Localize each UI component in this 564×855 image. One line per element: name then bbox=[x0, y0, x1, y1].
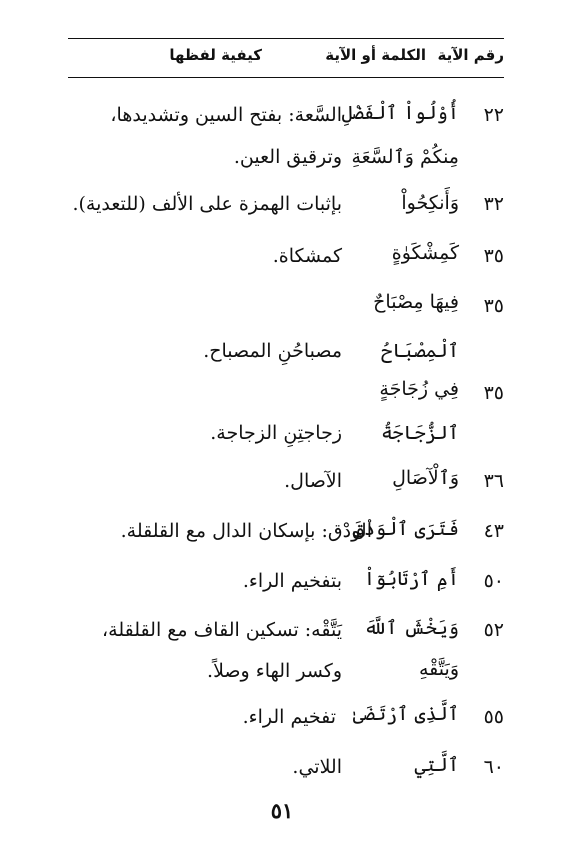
pronunciation-text: زجاجتِنِ الزجاجة. bbox=[210, 422, 342, 444]
quran-word: ٱلْمِصْبَاحُ bbox=[381, 340, 459, 362]
verse-number: ٥٥ bbox=[483, 706, 504, 728]
pronunciation-text: كمشكاة. bbox=[272, 245, 342, 267]
pronunciation-text: وترقيق العين. bbox=[233, 146, 342, 168]
verse-number: ٣٥ bbox=[483, 382, 504, 404]
pronunciation-text: الآصال. bbox=[284, 470, 342, 492]
header-top-rule bbox=[68, 38, 504, 39]
pronunciation-text: تفخيم الراء. bbox=[242, 706, 336, 728]
verse-number: ٣٢ bbox=[483, 193, 504, 215]
pronunciation-text: مصباحُنِ المصباح. bbox=[203, 340, 342, 362]
verse-number: ٥٢ bbox=[483, 619, 504, 641]
verse-number: ٢٢ bbox=[483, 104, 504, 126]
quran-word: ٱلَّتِي bbox=[414, 754, 459, 776]
quran-word: وَأَنكِحُواْ bbox=[401, 192, 459, 214]
pronunciation-text: بتفخيم الراء. bbox=[242, 570, 342, 592]
pronunciation-text: بإثبات الهمزة على الألف (للتعدية). bbox=[72, 193, 342, 215]
quran-word: أُوْلُواْ ٱلْفَضْلِ bbox=[341, 102, 459, 124]
quran-word: وَيَخْشَ ٱللَّهَ bbox=[363, 617, 459, 639]
header-bottom-rule bbox=[68, 77, 504, 78]
verse-number: ٥٠ bbox=[483, 570, 504, 592]
pronunciation-text: السَّعة: بفتح السين وتشديدها، bbox=[110, 104, 342, 126]
header-col-word: الكلمة أو الآية bbox=[325, 46, 426, 64]
verse-number: ٣٥ bbox=[483, 295, 504, 317]
pronunciation-text: الودْق: بإسكان الدال مع القلقلة. bbox=[120, 520, 372, 542]
quran-word: ٱلزُّجَاجَةُ bbox=[381, 422, 459, 444]
quran-word: ٱلَّذِى ٱرْتَضَىٰ bbox=[352, 703, 459, 725]
header-col-how: كيفية لفظها bbox=[169, 46, 262, 64]
verse-number: ٣٥ bbox=[483, 245, 504, 267]
verse-number: ٦٠ bbox=[483, 756, 504, 778]
pronunciation-text: وكسر الهاء وصلاً. bbox=[207, 660, 342, 682]
quran-word: أَمِ ٱرْتَابُوٓاْ bbox=[363, 568, 459, 590]
quran-word: فِي زُجَاجَةٍ bbox=[379, 378, 459, 400]
pronunciation-text: اللاتي. bbox=[292, 756, 342, 778]
pronunciation-text: يَتَّقْه: تسكين القاف مع القلقلة، bbox=[102, 619, 342, 641]
verse-number: ٣٦ bbox=[483, 470, 504, 492]
quran-word: فَتَرَى ٱلْوَدْقَ bbox=[352, 518, 459, 540]
page-number: ٥١ bbox=[270, 798, 294, 823]
quran-word: كَمِشْكَوٰةٍ bbox=[391, 242, 459, 264]
header-col-verse: رقم الآية bbox=[437, 46, 504, 64]
quran-word: فِيهَا مِصْبَاحٌ bbox=[373, 291, 459, 313]
quran-word: مِنكُمْ وَٱلسَّعَةِ bbox=[351, 146, 459, 168]
quran-word: وَٱلْآصَالِ bbox=[392, 467, 459, 489]
quran-word: وَيَتَّقْهِ bbox=[419, 658, 459, 680]
verse-number: ٤٣ bbox=[483, 520, 504, 542]
